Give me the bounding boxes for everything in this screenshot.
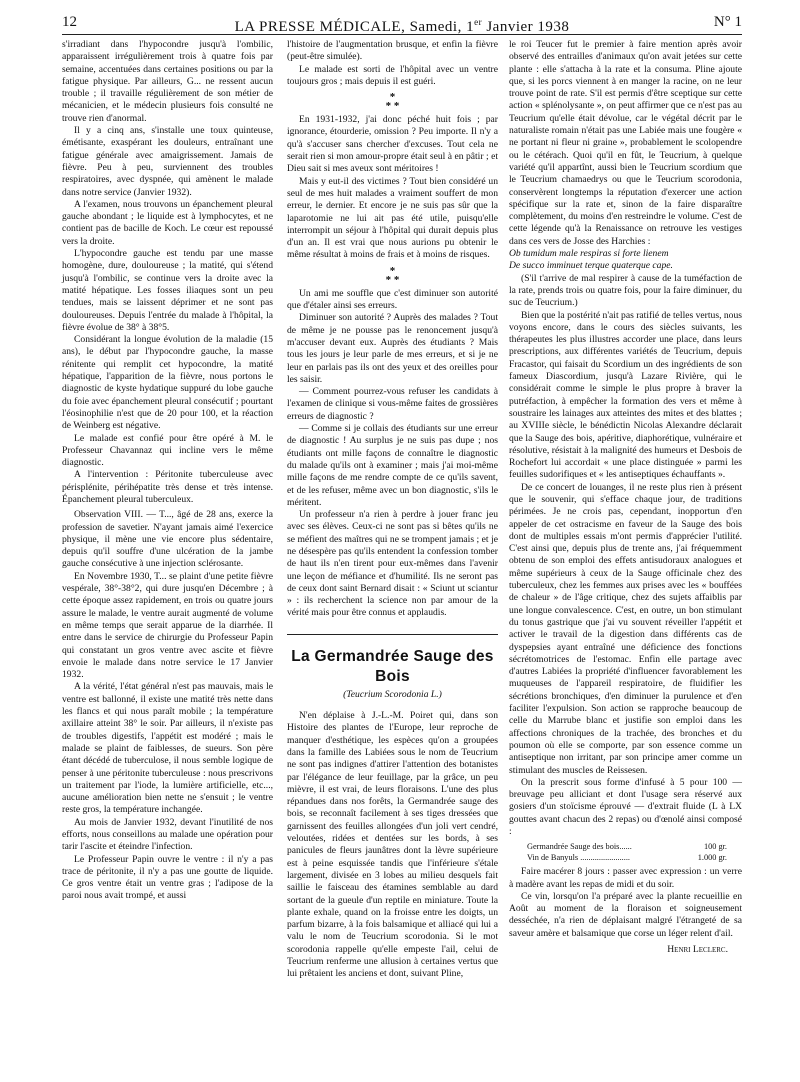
recipe-table — [527, 841, 742, 863]
recipe-row — [527, 852, 727, 863]
paragraph: A l'intervention : Péritonite tuberculeuse avec périsplénite, périhépatite très dense et très intense. Épanchement pleural tuberculeux. — [62, 469, 273, 505]
paragraph: Bien que la postérité n'ait pas ratifié de telles vertus, nous voyons encore, dans le cours des siècles suivants, les thérapeutes les plus illustres accorder une place, dans leurs prescriptions, aux différentes variétés de Teucrium, depuis Fracastor, qui faisait du Scordium un des ingrédients de son fameux Diascordium, jusqu'à Lazare Rivière, qui le considérait comme le simple le plus propre à braver la putréfaction, à empêcher la formation des vers et même à soustraire les lainages aux atteintes des mites et des blattes ; au XVIIIe siècle, le bénédictin Nicolas Alexandre déclarait que la Sauge des bois, apéritive, diaphorétique, vulnéraire et résolutive, résistait à la malignité des humeurs et Desbois de Rochefort lui accordait « une place distinguée » parmi les feuilles sudorifiques et « les antiseptiques échauffants ». — [509, 309, 742, 481]
recipe-quantity: 100 gr. — [703, 842, 727, 852]
recipe-row — [527, 841, 727, 852]
recipe-quantity: 1.000 gr. — [697, 853, 727, 863]
paragraph: Ce vin, lorsqu'on l'a préparé avec la plante recueillie en Août au moment de la floraison et soigneusement desséchée, n'a rien de déplaisant malgré l'étrangeté de sa saveur amère et balsamique que corse un léger relent d'ail. — [509, 890, 742, 939]
page-header — [62, 10, 742, 34]
col2-bottom — [287, 288, 498, 620]
paragraph: Le Professeur Papin ouvre le ventre : il n'y a pas trace de péritonite, il n'y a pas une goutte de liquide. Ce gros ventre était un ventre gras ; l'adipose de la paroi nous avait trompé, et aussi — [62, 853, 273, 902]
paragraph: Le malade est confié pour être opéré à M. le Professeur Chavannaz qui incline vers le même diagnostic. — [62, 432, 273, 469]
col2-article — [287, 710, 498, 981]
recipe-ingredient: Germandrée Sauge des bois...... — [527, 842, 632, 852]
paragraph: Considérant la longue évolution de la maladie (15 ans), le début par l'hypocondre gauche, la masse rénitente qui remplit cet hypocondre, la matité hépatique, l'apparition de la fièvre, nous portons le diagnostic de kyste hydatique suppuré du lobe gauche du foie avec épanchement pleural consécutif ; pourtant l'éosinophilie n'est que de 20 pour 100, et la réaction de Weinberg est négative. — [62, 334, 273, 432]
paragraph: N'en déplaise à J.-L.-M. Poiret qui, dans son Histoire des plantes de l'Europe, leur reproche de manquer d'esthétique, les espèces qu'on a groupées dans la famille des Labiées sous le nom de Teucrium ne sont pas indignes d'attirer l'attention des botanistes par l'élégance de leur feuillage, par la grâce, un peu mièvre, il est vrai, de leurs floraisons. L'une des plus répandues dans nos forêts, la Germandrée sauge des bois, se reconnaît facilement à ses tiges dressées que garnissent des feuilles allongées d'un joli vert cendré, veloutées, ridées et dentées sur les bords, à ses panicules de fleurs jaunâtres dont la lèvre supérieure est à peine esquissée tandis que l'inférieure s'étale largement, divisée en 3 lobes au milieu desquels fait saillie le faisceau des étamines semblable au dard sortant de la gueule d'un reptile en miniature. Toute la plante exhale, quand on la froisse entre les doigts, un parfum bizarre, à la fois balsamique et alliacé qui lui a valu le nom de Teucrium scorodonia. Si le mot scorodonia rappelle qu'elle empeste l'ail, celui de Teucrium renferme une allusion à certaines vertus que lui prêtaient les anciens et dont, suivant Pline, — [287, 710, 498, 980]
paragraph: l'histoire de l'augmentation brusque, et enfin la fièvre (peut-être simulée). — [287, 39, 498, 63]
paragraph: Le malade est sorti de l'hôpital avec un ventre toujours gros ; mais depuis il est guéri. — [287, 63, 498, 87]
paragraph: Un ami me souffle que c'est diminuer son autorité que d'étaler ainsi ses erreurs. — [287, 287, 498, 312]
paragraph: A l'examen, nous trouvons un épanchement pleural gauche abondant ; le liquide est à lymphocytes, et ne contient pas de bacille de Koch. Le cœur est repoussé vers la droite. — [62, 198, 273, 247]
paragraph: s'irradiant dans l'hypocondre jusqu'à l'ombilic, apparaissent irrégulièrement trois à quatre fois par semaine, accentuées dans certaines positions ou par la fatigue physique. Par ailleurs, G... ne ressent aucun trouble ; il travaille régulièrement de son métier de mécanicien, et le médecin plusieurs fois consulté ne trouve rien d'anormal. — [62, 39, 273, 124]
paragraph: Un professeur n'a rien à perdre à jouer franc jeu avec ses élèves. Ceux-ci ne sont pas si bêtes qu'ils ne se méfient des maîtres qui ne se trompent jamais ; et je ne désespère pas qu'ils entendent la confession tomber de haut ils n'en tirent pour eux-mêmes dans l'avenir une leçon de méfiance et d'humilité. Ils ne seront pas de ceux dont saint Bernard disait : « Sciunt ut sciantur » : ils recherchent la science non par amour de la vérité mais pour être connus et applaudis. — [287, 509, 498, 619]
paragraph: En Novembre 1930, T... se plaint d'une petite fièvre vespérale, 38°-38°2, qui dure jusqu'en Décembre ; à cette époque assez rapidement, en trois ou quatre jours assure le malade, le ventre aurait augmenté de volume en même temps que serait apparue de la diarrhée. Il entre dans le service de chirurgie du Professeur Papin qui constatant un gros ventre avec ascite et fièvre envoie le malade dans notre service le 17 Janvier 1932. — [62, 570, 273, 681]
paragraph: (S'il t'arrive de mal respirer à cause de la tuméfaction de la rate, prends trois ou quatre fois, pour la faire diminuer, du suc de Teucrium.) — [509, 272, 742, 309]
paragraph: — Comme si je collais des étudiants sur une erreur de diagnostic ! Au surplus je ne suis pas dupe ; nos étudiants ont mille façons de connaître le diagnostic du malade qu'ils ont à examiner ; mais j'ai moi-même mille façons de me rendre compte de ce qu'ils savent, et de les refuser, même avec un bon diagnostic, s'ils le méritent. — [287, 423, 498, 508]
paragraph: Faire macérer 8 jours : passer avec expression : un verre à madère avant les repas de midi et du soir. — [509, 866, 742, 890]
paragraph: Mais y eut-il des victimes ? Tout bien considéré un seul de mes huit malades a vraiment souffert de mon erreur, le dernier. Et encore je ne suis pas sûr que la laparotomie ne lui ait pas été utile, puisqu'elle interrompit un séjour à l'hôpital qui durait depuis plus d'un an. Il est vrai que nous aurions pu obtenir le même résultat à moins de frais et à moins de risques. — [287, 175, 498, 261]
paragraph: L'hypocondre gauche est tendu par une masse homogène, dure, douloureuse ; la matité, qui s'étend jusqu'à l'ombilic, se continue vers la droite avec la matité hépatique. Les fosses iliaques sont un peu tendues, mais se laissent déprimer et ne sont pas douloureuses. Depuis l'entrée du malade à l'hôpital, la fièvre évolue de 38° à 38°5. — [62, 248, 273, 333]
issue-number: N° 1 — [713, 14, 742, 30]
running-title: LA PRESSE MÉDICALE, Samedi, 1er Janvier 1938 — [234, 17, 570, 35]
page-number: 12 — [62, 14, 77, 30]
section-stars: * * * — [385, 91, 400, 113]
section-stars: * * * — [385, 264, 400, 286]
column-right — [509, 39, 742, 956]
article-divider — [287, 634, 498, 635]
paragraph: Il y a cinq ans, s'installe une toux quinteuse, émétisante, exaspérant les douleurs, entraînant une fatigue générale avec amaigrissement. Jamais de fièvre. Peu à peu, surviennent des troubles respiratoires, avec dyspnée, qui amènent le malade dans notre service (Janvier 1932). — [62, 125, 273, 198]
paragraph: De succo imminuet terque quaterque cape. — [509, 260, 673, 272]
column-left — [62, 39, 273, 903]
col3-body — [509, 39, 742, 838]
paragraph: Diminuer son autorité ? Auprès des malades ? Tout de même je ne pousse pas le renoncement jusqu'à m'accuser devant eux. Auprès des étudiants ? Mais tous les jours je leur parle de mes erreurs, et si je ne leur en parlais pas ils ont des yeux et des oreilles pour les saisir. — [287, 312, 498, 385]
paragraph: Ob tumidum male respiras si forte lienem — [509, 248, 669, 260]
paragraph: Au mois de Janvier 1932, devant l'inutilité de nos efforts, nous conseillons au malade une opération pour tarir l'ascite et éteindre l'infection. — [62, 816, 273, 853]
col3-end — [509, 866, 742, 940]
paragraph: On la prescrit sous forme d'infusé à 5 pour 100 — breuvage peu alliciant et dont l'usage sera réservé aux gosiers d'un stoïcisme éprouvé — d'extrait fluide (L à LX gouttes avant chacun des 2 repas) ou d'œnolé ainsi composé : — [509, 776, 742, 837]
article-subtitle: (Teucrium Scorodonia L.) — [343, 688, 442, 700]
col2-top — [287, 39, 498, 88]
col2-mid — [287, 114, 498, 262]
article-title: La Germandrée Sauge des Bois — [291, 647, 494, 685]
column-middle — [287, 39, 498, 981]
author-signature: Henri Leclerc. — [667, 944, 728, 956]
paragraph: Observation VIII. — T..., âgé de 28 ans, exerce la profession de savetier. N'ayant jamais aimé l'exercice physique, il mène une vie encore plus sédentaire, depuis qu'il souffre d'une ulcération de la jambe gauche consécutive à une injection sclérosante. — [62, 509, 273, 570]
paragraph: le roi Teucer fut le premier à faire mention après avoir observé des entrailles d'animaux qu'on avait jetées sur cette plante : elle s'attacha à la rate et la consuma. Pline ajoute que, si les porcs viennent à en manger la racine, on ne leur trouve point de rate. S'il est permis d'être sceptique sur cette action « splénolysante », on peut affirmer que ce n'est pas au Teucrium qu'elle était dévolue, car le végétal décrit par le naturaliste romain n'était pas une Labiée mais une fougère « ne portant ni fleur ni graine », probablement le scolopendre ou le cétérach. Quoi qu'il en fût, le Teucrium, à quelque variété qu'il appartînt, aussi bien le Teucrium scordium que le Teucrium chamaedrys ou que le Teucrium scorodonia, conservèrent longtemps la réputation d'exercer une action spécifique sur la rate et, sinon de la faire disparaître complètement, du moins d'en restreindre le volume. C'est de cette légende qu'à la Renaissance on retrouve les vestiges dans ces vers de Josse des Harchies : — [509, 39, 742, 247]
recipe-ingredient: Vin de Banyuls ........................ — [527, 853, 630, 863]
paragraph: — Comment pourrez-vous refuser les candidats à l'examen de clinique si vous-même faites de grossières erreurs de diagnostic ? — [287, 386, 498, 422]
paragraph: De ce concert de louanges, il ne reste plus rien à présent que le souvenir, qui s'efface chaque jour, de traditions périmées. Je ne crois pas, cependant, inopportun d'en appeler de cet ostracisme en faveur de la Sauge des bois dont de multiples essais m'ont permis d'apprécier l'utilité. C'est ainsi que, depuis plus de trente ans, j'ai fréquemment obtenu de son emploi des effets antisudoraux analogues et même supérieurs à ceux de la Sauge officinale chez des tuberculeux, chez les femmes aux prises avec les « bouffées de chaleur » de l'âge critique, chez des sujets affaiblis par une longue convalescence. C'est, en outre, un bon stimulant du tonus gastrique que j'ai vu souvent réveiller l'appétit et activer le travail de la digestion dans différents cas de dyspepsies ayant entraîné une déficience des fonctions sécrétomotrices de l'estomac. Enfin elle partage avec d'autres Labiées la propriété d'influencer favorablement les muqueuses de l'appareil respiratoire, de fluidifier les sécrétions bronchiques, d'en diminuer la purulence et d'en faciliter l'expulsion. Son action se rapproche beaucoup de celle du Marrube blanc et justifie son emploi dans les affections chroniques de la trachée, des bronches et du poumon où elle se comporte, par son essence comme un antiseptique non irritant, par son principe amer comme un stimulant des muscles de Reissesen. — [509, 481, 742, 776]
paragraph: A la vérité, l'état général n'est pas mauvais, mais le ventre est ballonné, il existe une matité très nette dans les flancs et qui nous paraît mobile ; la température axillaire atteint 38° le soir. Par ailleurs, il n'existe pas de troubles digestifs, l'appétit est modéré ; mais le malade se plaint de faiblesses, de sueurs. Son père étant décédé de tuberculose, il nous semble logique de penser à une péritonite tuberculeuse : nous prescrivons un traitement par l'iode, la lumière artificielle, etc..., aucune amélioration bien nette ne s'ensuit ; le ventre reste gros, la température inchangée. — [62, 681, 273, 816]
paragraph: En 1931-1932, j'ai donc péché huit fois ; par ignorance, étourderie, omission ? Peu importe. Il n'y a qu'à s'accuser sans chercher d'excuses. Tout cela ne serait rien si mon amour-propre était seul à en pâtir ; et Dieu sait si mes aveux sont méritoires ! — [287, 114, 498, 175]
header-rule — [62, 34, 742, 35]
